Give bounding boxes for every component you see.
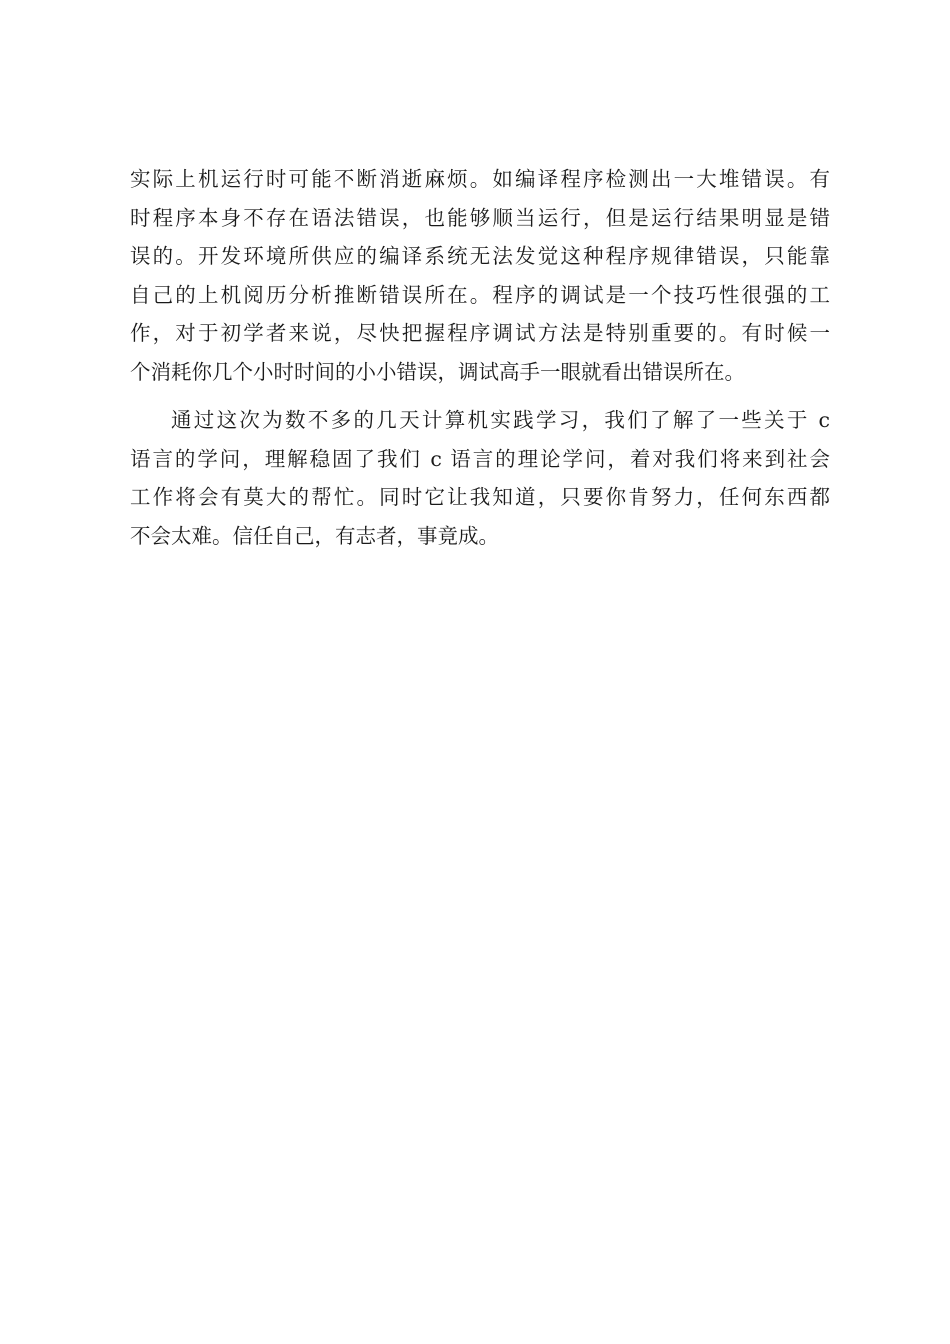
text-line: 不会太难。信任自己，有志者，事竟成。	[130, 523, 499, 548]
text-line: 作，对于初学者来说，尽快把握程序调试方法是特别重要的。有时候一	[130, 321, 830, 345]
text-line: 通过这次为数不多的几天计算机实践学习，我们了解了一些关于 c	[171, 408, 830, 432]
text-line: 误的。开发环境所供应的编译系统无法发觉这种程序规律错误，只能靠	[130, 244, 830, 268]
text-line: 语言的学问，理解稳固了我们 c 语言的理论学问，着对我们将来到社会	[130, 446, 830, 471]
document-body	[130, 160, 830, 555]
text-line: 时程序本身不存在语法错误，也能够顺当运行，但是运行结果明显是错	[130, 205, 830, 230]
paragraph-spacer	[130, 391, 830, 401]
paragraph-2	[130, 401, 830, 555]
text-line: 自己的上机阅历分析推断错误所在。程序的调试是一个技巧性很强的工	[130, 282, 830, 307]
text-line: 实际上机运行时可能不断消逝麻烦。如编译程序检测出一大堆错误。有	[130, 167, 830, 191]
text-line: 个消耗你几个小时时间的小小错误，调试高手一眼就看出错误所在。	[130, 359, 745, 384]
paragraph-1	[130, 160, 830, 391]
text-line: 工作将会有莫大的帮忙。同时它让我知道，只要你肯努力，任何东西都	[130, 485, 830, 509]
